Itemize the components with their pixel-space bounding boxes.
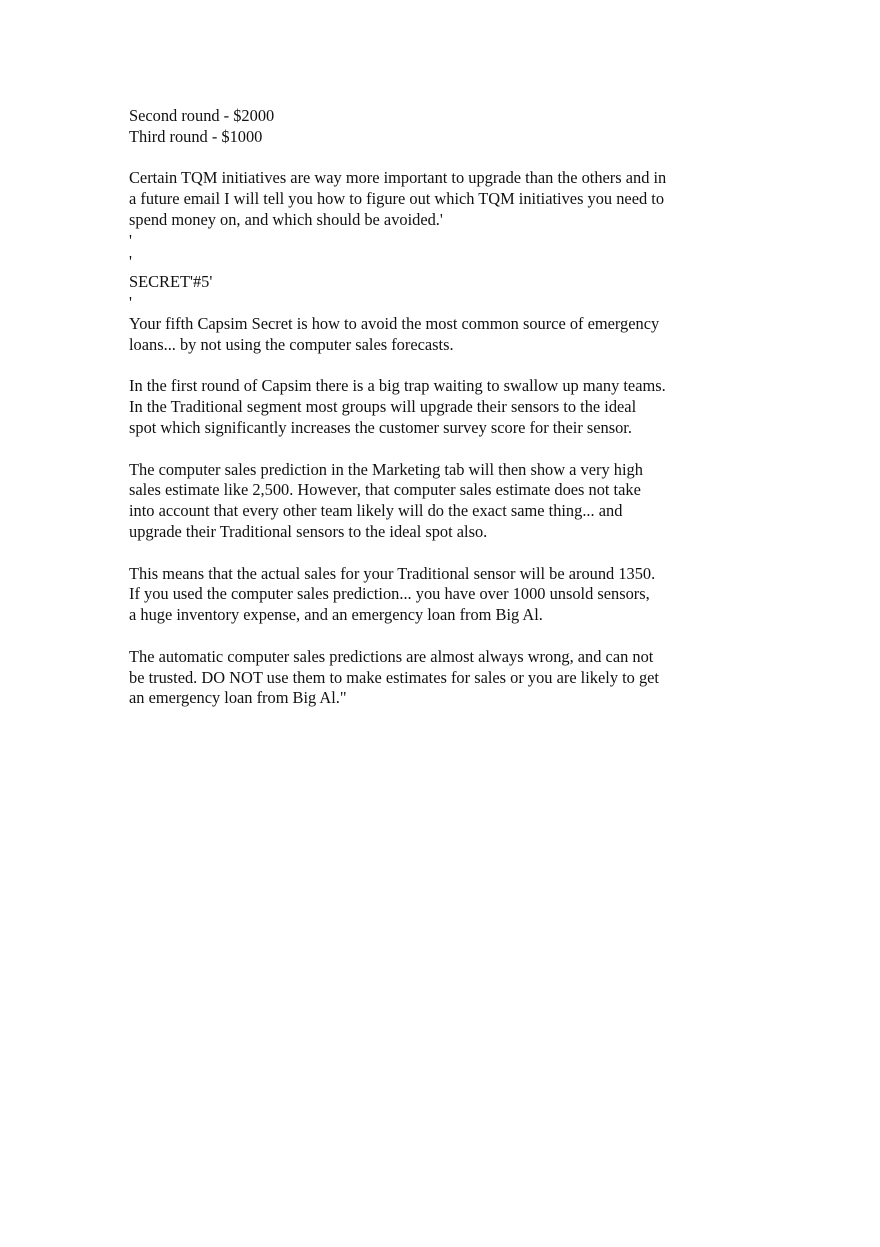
apostrophe-line: ' [129,230,132,250]
text-line: The computer sales prediction in the Marketing tab will then show a very high [129,459,643,479]
paragraph-spacer [129,148,729,169]
warning-paragraph [129,647,729,709]
text-line: a huge inventory expense, and an emergency loan from Big Al. [129,605,543,625]
prize-line-second-round: Second round - $2000 [129,106,275,125]
paragraph-spacer [129,439,729,460]
text-line: into account that every other team likely will do the exact same thing... and [129,501,623,521]
prize-line-third-round: Third round - $1000 [129,126,263,146]
prize-list [129,106,729,148]
text-line: In the Traditional segment most groups will upgrade their sensors to the ideal [129,397,637,417]
text-line: This means that the actual sales for your Traditional sensor will be around 1350. [129,563,656,583]
trap-paragraph [129,376,729,438]
text-line: be trusted. DO NOT use them to make estimates for sales or you are likely to get [129,667,659,687]
text-line: Your fifth Capsim Secret is how to avoid the most common source of emergency [129,313,660,333]
apostrophe-line: ' [129,251,132,271]
text-line: a future email I will tell you how to figure out which TQM initiatives you need to [129,189,665,209]
document-body [129,106,729,709]
text-line: If you used the computer sales prediction... you have over 1000 unsold sensors, [129,584,650,604]
text-line: loans... by not using the computer sales forecasts. [129,334,454,354]
text-line: spot which significantly increases the customer survey score for their sensor. [129,417,632,437]
text-line: sales estimate like 2,500. However, that computer sales estimate does not take [129,480,641,500]
text-line: Certain TQM initiatives are way more important to upgrade than the others and in [129,168,667,188]
text-line: spend money on, and which should be avoided.' [129,209,443,229]
paragraph-spacer [129,626,729,647]
text-line: The automatic computer sales predictions are almost always wrong, and can not [129,646,654,666]
intro-paragraph [129,314,729,356]
tqm-paragraph [129,168,729,230]
paragraph-spacer [129,356,729,377]
prediction-paragraph [129,460,729,543]
paragraph-spacer [129,543,729,564]
text-line: upgrade their Traditional sensors to the ideal spot also. [129,521,488,541]
actual-sales-paragraph [129,564,729,626]
apostrophe-line: ' [129,293,132,313]
text-line: In the first round of Capsim there is a big trap waiting to swallow up many teams. [129,376,666,396]
secret-heading: SECRET'#5' [129,272,213,292]
text-line: an emergency loan from Big Al." [129,688,347,708]
